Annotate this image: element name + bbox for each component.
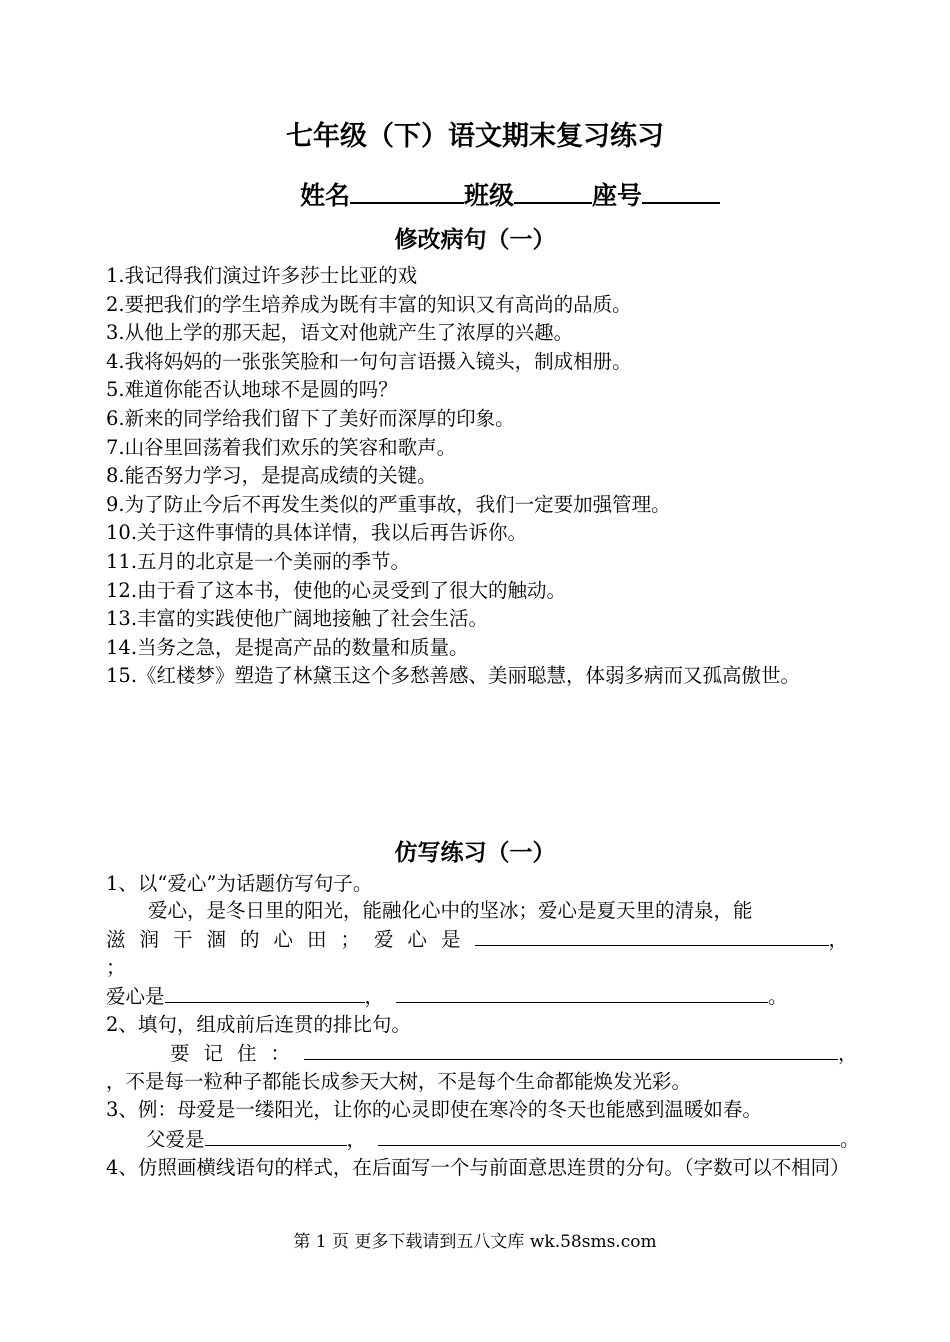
list-item: 2.要把我们的学生培养成为既有丰富的知识又有高尚的品质。 bbox=[106, 292, 632, 316]
q1-answer-blank-1[interactable] bbox=[475, 925, 829, 946]
list-item: 15.《红楼梦》塑造了林黛玉这个多愁善感、美丽聪慧，体弱多病而又孤高傲世。 bbox=[106, 664, 801, 688]
sentence-correction-list bbox=[106, 262, 850, 691]
q3-answer-blank-2[interactable] bbox=[378, 1125, 840, 1146]
list-item: 14.当务之急，是提高产品的数量和质量。 bbox=[106, 635, 469, 659]
q1-line2-text: 滋润干涸的心田；爱心是 bbox=[106, 928, 475, 951]
page-title: 七年级（下）语文期末复习练习 bbox=[286, 121, 664, 152]
name-blank[interactable] bbox=[350, 180, 464, 204]
list-item: 1.我记得我们演过许多莎士比亚的戏 bbox=[106, 264, 418, 287]
list-item: 9.为了防止今后不再发生类似的严重事故，我们一定要加强管理。 bbox=[106, 492, 671, 516]
seat-label: 座号 bbox=[592, 181, 643, 210]
list-item: 5.难道你能否认地球不是圆的吗？ bbox=[106, 378, 398, 402]
seat-blank[interactable] bbox=[642, 180, 720, 204]
class-label: 班级 bbox=[464, 181, 515, 210]
q2-answer-blank[interactable] bbox=[304, 1039, 838, 1060]
q3-line2-mid: ， bbox=[346, 1128, 367, 1151]
q1-line4-end: 。 bbox=[768, 985, 788, 1008]
q1-answer-blank-2[interactable] bbox=[165, 982, 365, 1003]
list-item: 3.从他上学的那天起，语文对他就产生了浓厚的兴趣。 bbox=[106, 321, 574, 345]
q2-line1-text: 要记住： bbox=[170, 1042, 305, 1065]
q1-line4-mid: ， bbox=[364, 985, 385, 1008]
name-label: 姓名 bbox=[300, 181, 351, 210]
list-item: 13.丰富的实践使他广阔地接触了社会生活。 bbox=[106, 607, 489, 631]
q1-prompt: 1、以“爱心”为话题仿写句子。 bbox=[106, 872, 373, 895]
q1-semicolon: ； bbox=[106, 956, 126, 979]
q1-line2 bbox=[106, 925, 848, 954]
q2-line2: ，不是每一粒种子都能长成参天大树，不是每个生命都能焕发光彩。 bbox=[106, 1070, 692, 1093]
section-heading-sentence-correction: 修改病句（一） bbox=[394, 227, 556, 253]
q3-line2 bbox=[146, 1125, 860, 1154]
q1-line4-start: 爱心是 bbox=[106, 985, 165, 1008]
q1-example: 爱心，是冬日里的阳光，能融化心中的坚冰；爱心是夏天里的清泉，能 bbox=[148, 899, 753, 922]
page-footer: 第 1 页 更多下载请到五八文库 wk.58sms.com bbox=[293, 1232, 657, 1252]
q2-prompt: 2、填句，组成前后连贯的排比句。 bbox=[106, 1013, 411, 1036]
q3-line2-end: 。 bbox=[840, 1128, 860, 1151]
q3-prompt: 3、例：母爱是一缕阳光，让你的心灵即使在寒冷的冬天也能感到温暖如春。 bbox=[106, 1098, 762, 1121]
section-heading-imitation: 仿写练习（一） bbox=[394, 840, 556, 866]
list-item: 12.由于看了这本书，使他的心灵受到了很大的触动。 bbox=[106, 578, 567, 602]
class-blank[interactable] bbox=[514, 180, 592, 204]
list-item: 7.山谷里回荡着我们欢乐的笑容和歌声。 bbox=[106, 435, 457, 459]
list-item: 4.我将妈妈的一张张笑脸和一句句言语摄入镜头，制成相册。 bbox=[106, 349, 632, 373]
q3-answer-blank-1[interactable] bbox=[205, 1125, 347, 1146]
list-item: 11.五月的北京是一个美丽的季节。 bbox=[106, 549, 411, 573]
q4-prompt: 4、仿照画横线语句的样式，在后面写一个与前面意思连贯的分句。（字数可以不相同） bbox=[106, 1156, 850, 1179]
q2-line1 bbox=[170, 1039, 858, 1068]
q1-line4 bbox=[106, 982, 788, 1011]
q1-line2-end: ， bbox=[828, 928, 849, 951]
list-item: 10.关于这件事情的具体详情，我以后再告诉你。 bbox=[106, 521, 528, 545]
q3-line2-start: 父爱是 bbox=[146, 1128, 205, 1151]
q1-answer-blank-3[interactable] bbox=[396, 982, 768, 1003]
list-item: 6.新来的同学给我们留下了美好而深厚的印象。 bbox=[106, 406, 515, 430]
student-info-line bbox=[300, 176, 720, 212]
list-item: 8.能否努力学习，是提高成绩的关键。 bbox=[106, 464, 437, 488]
q2-line1-end: ， bbox=[838, 1042, 858, 1065]
